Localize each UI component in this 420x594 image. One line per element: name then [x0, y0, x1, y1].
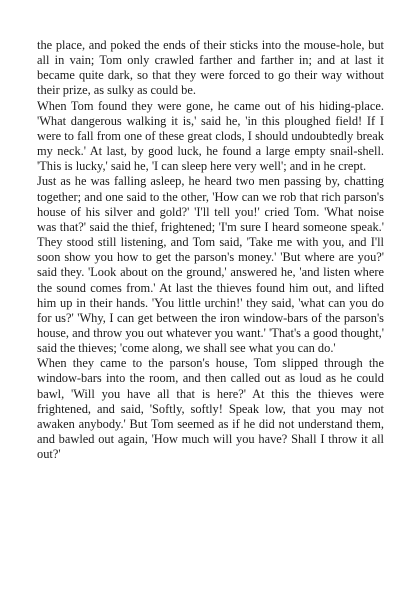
paragraph-2: When Tom found they were gone, he came out of his hiding-place. 'What dangerous walking it is,' said he, 'in this ploughed field! If I were to fall from one of these great clods, I should undoubtedly break my neck.' At last, by good luck, he found a large empty snail-shell. 'This is lucky,' said he, 'I can sleep here very well'; and in he crept.: [37, 98, 384, 174]
paragraph-3: Just as he was falling asleep, he heard two men passing by, chatting together; and one said to the other, 'How can we rob that rich parson's house of his silver and gold?' 'I'll tell you!' cried Tom. 'What noise was that?' said the thief, frightened; 'I'm sure I heard someone speak.' They stood still listening, and Tom said, 'Take me with you, and I'll soon show you how to get the parson's money.' 'But where are you?' said they. 'Look about on the ground,' answered he, 'and listen where the sound comes from.' At last the thieves found him out, and lifted him up in their hands. 'You little urchin!' they said, 'what can you do for us?' 'Why, I can get between the iron window-bars of the parson's house, and throw you out whatever you want.' 'That's a good thought,' said the thieves; 'come along, we shall see what you can do.': [37, 174, 384, 356]
paragraph-4: When they came to the parson's house, Tom slipped through the window-bars into the room, and then called out as loud as he could bawl, 'Will you have all that is here?' At this the thieves were frightened, and said, 'Softly, softly! Speak low, that you may not awaken anybody.' But Tom seemed as if he did not understand them, and bawled out again, 'How much will you have? Shall I throw it all out?': [37, 356, 384, 462]
page-text-body: [37, 38, 384, 462]
paragraph-1: the place, and poked the ends of their sticks into the mouse-hole, but all in vain; Tom only crawled farther and farther in; and at last it became quite dark, so that they were forced to go their way without their prize, as sulky as could be.: [37, 38, 384, 98]
